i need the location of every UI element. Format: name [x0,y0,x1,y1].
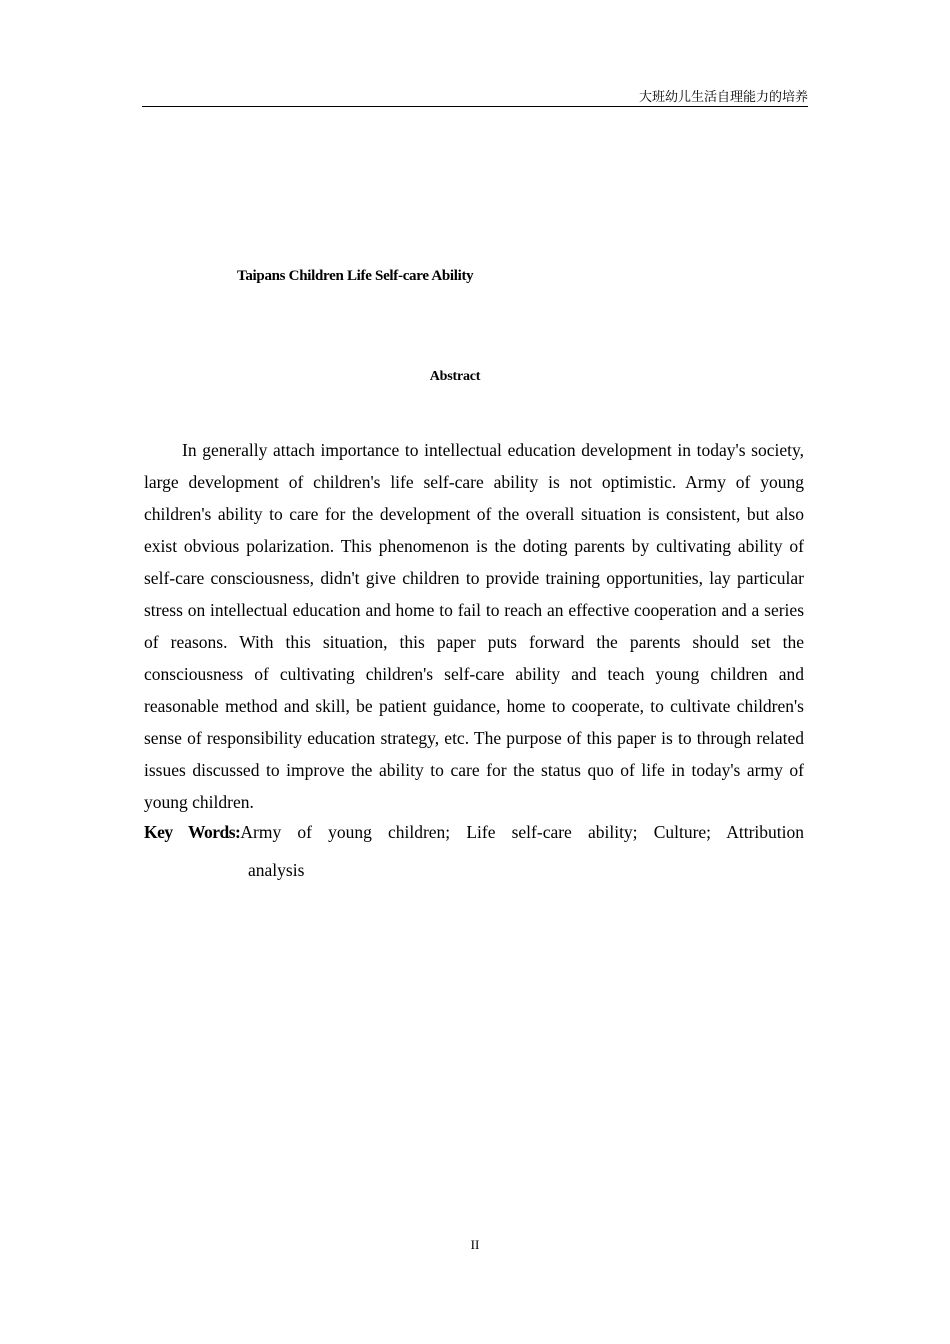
abstract-heading: Abstract [429,369,481,384]
keywords-label: Key Words: [144,822,241,842]
keywords-line [144,816,804,848]
english-title: Taipans Children Life Self-care Ability [237,268,474,284]
page-number: II [470,1237,480,1252]
keywords-continued: analysis [248,860,305,880]
abstract-body: In generally attach importance to intellectual education development in today's society, large development of children's life self-care ability is not optimistic. Army of young children's ability to care for the development of the overall situation is consistent, but also exist obvious polarization. This phenomenon is the doting parents by cultivating ability of self-care consciousness, didn't give children to provide training opportunities, lay particular stress on intellectual education and home to fail to reach an effective cooperation and a series of reasons. With this situation, this paper puts forward the parents should set the consciousness of cultivating children's self-care ability and teach young children and reasonable method and skill, be patient guidance, home to cooperate, to cultivate children's sense of responsibility education strategy, etc. The purpose of this paper is to through related issues discussed to improve the ability to care for the status quo of life in today's army of young children. [144,440,804,812]
running-header [142,90,808,107]
keywords-values: Army of young children; Life self-care ability; Culture; Attribution [240,822,804,842]
running-header-title: 大班幼儿生活自理能力的培养 [638,90,808,105]
